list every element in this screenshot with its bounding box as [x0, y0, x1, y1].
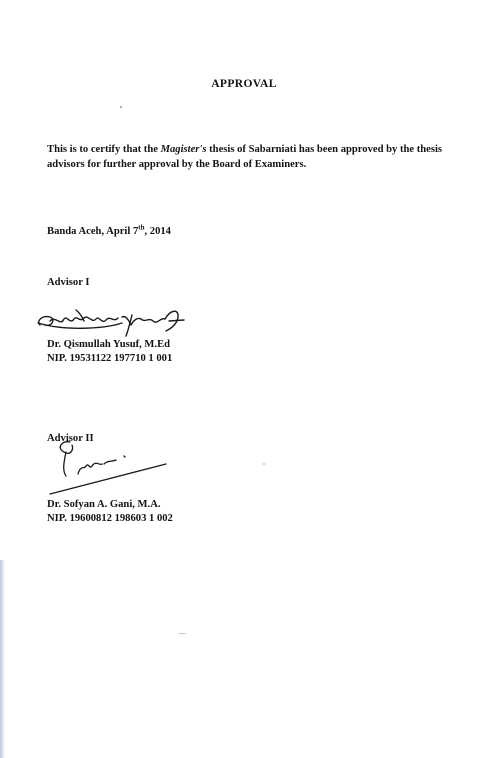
cert-text-italic: Magister's: [160, 144, 207, 155]
date-sup: th: [138, 223, 145, 232]
advisor-2-nip: NIP. 19600812 198603 1 002: [47, 513, 173, 524]
advisor-1-signature: [34, 303, 194, 339]
date-year: , 2014: [144, 226, 171, 237]
page-title: APPROVAL: [211, 78, 277, 90]
advisor-2-name: Dr. Sofyan A. Gani, M.A.: [47, 499, 161, 510]
cert-text-after: thesis of Sabarniati has been approved by the thesis advisors for further approval by the Board of Examiners.: [47, 144, 443, 170]
advisor-2-signature: [40, 430, 180, 502]
scan-speck: [120, 106, 122, 108]
advisor-2-heading: Advisor II: [47, 433, 94, 444]
scan-edge-shadow: [0, 560, 5, 758]
advisor-1-name: Dr. Qismullah Yusuf, M.Ed: [47, 339, 171, 350]
advisor-1-nip: NIP. 19531122 197710 1 001: [47, 353, 173, 364]
scan-speck: [263, 463, 265, 465]
scan-speck: [178, 633, 186, 634]
certification-paragraph: [47, 142, 447, 172]
date-line: [47, 223, 171, 237]
cert-text-before: This is to certify that the: [47, 144, 161, 155]
advisor-1-heading: Advisor I: [47, 277, 90, 288]
date-place: Banda Aceh, April 7: [47, 226, 139, 237]
